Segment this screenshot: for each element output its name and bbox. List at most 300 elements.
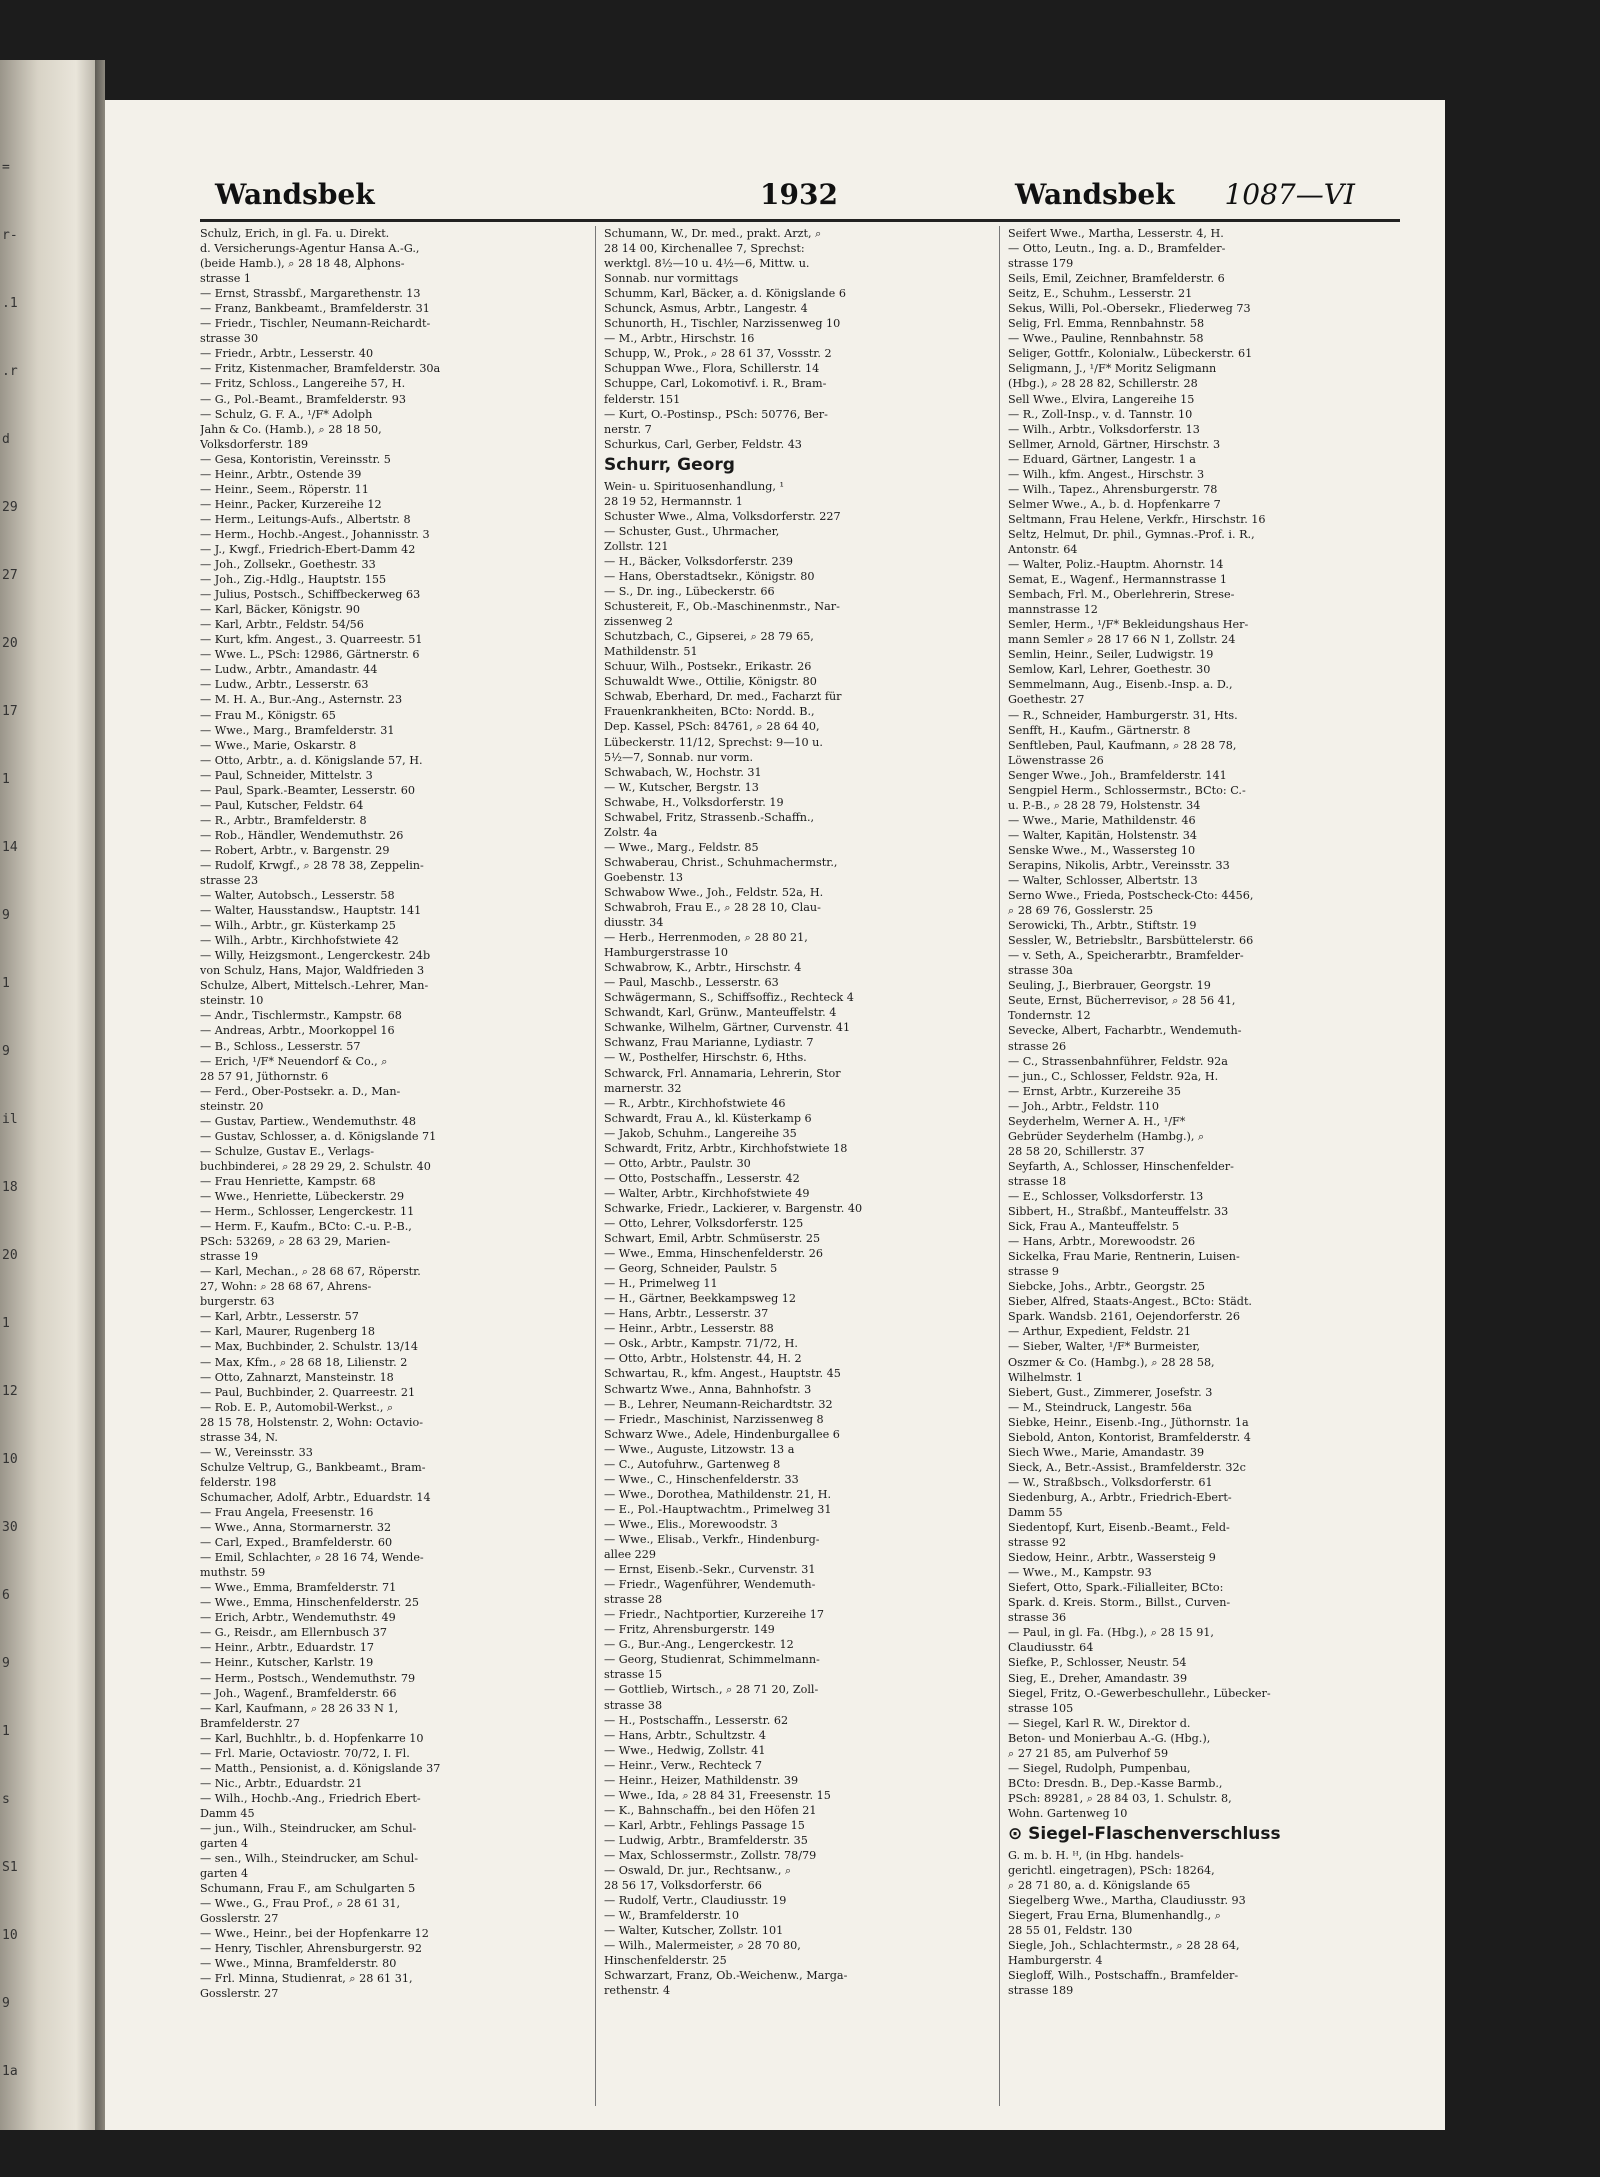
facing-page-mark: 12 — [2, 1384, 18, 1399]
directory-entry: strasse 30 — [200, 332, 259, 346]
directory-entry: strasse 36 — [1008, 1611, 1067, 1625]
directory-entry: — Wilh., Arbtr., Volksdorferstr. 13 — [1008, 422, 1200, 436]
directory-entry: — Nic., Arbtr., Eduardstr. 21 — [200, 1776, 363, 1790]
directory-entry: — Georg, Schneider, Paulstr. 5 — [604, 1262, 778, 1276]
directory-entry: — Paul, Schneider, Mittelstr. 3 — [200, 768, 373, 782]
directory-entry: — R., Schneider, Hamburgerstr. 31, Hts. — [1008, 708, 1238, 722]
directory-entry: — Osk., Arbtr., Kampstr. 71/72, H. — [604, 1337, 798, 1351]
facing-page-mark: 18 — [2, 1180, 18, 1195]
directory-entry: Schwarke, Friedr., Lackierer, v. Bargenstr. 40 — [604, 1201, 863, 1215]
directory-entry: Mathildenstr. 51 — [604, 645, 698, 659]
directory-entry: Selmer Wwe., A., b. d. Hopfenkarre 7 — [1008, 497, 1221, 511]
directory-entry: Siebke, Heinr., Eisenb.-Ing., Jüthornstr. 1a — [1008, 1415, 1249, 1429]
directory-entry: Siedentopf, Kurt, Eisenb.-Beamt., Feld- — [1008, 1521, 1230, 1535]
directory-entry: Sekus, Willi, Pol.-Obersekr., Fliederweg 73 — [1008, 302, 1251, 316]
directory-entry: — K., Bahnschaffn., bei den Höfen 21 — [604, 1803, 817, 1817]
directory-entry: Schuur, Wilh., Postsekr., Erikastr. 26 — [604, 660, 812, 674]
directory-entry: Goebenstr. 13 — [604, 870, 683, 884]
directory-entry: mannstrasse 12 — [1008, 603, 1098, 617]
column-2 — [604, 226, 990, 2106]
directory-page — [105, 100, 1445, 2130]
directory-entry: — Friedr., Wagenführer, Wendemuth- — [604, 1578, 816, 1592]
directory-entry: Schwabel, Fritz, Strassenb.-Schaffn., — [604, 810, 815, 824]
directory-entry: — M., Steindruck, Langestr. 56a — [1008, 1400, 1192, 1414]
facing-page-mark: r- — [2, 228, 18, 243]
directory-entry: — Herm., Leitungs-Aufs., Albertstr. 8 — [200, 512, 411, 526]
directory-entry: (beide Hamb.), ⌕ 28 18 48, Alphons- — [200, 257, 405, 271]
directory-entry: d. Versicherungs-Agentur Hansa A.-G., — [200, 242, 420, 256]
directory-entry: — Julius, Postsch., Schiffbeckerweg 63 — [200, 588, 421, 602]
directory-entry: garten 4 — [200, 1837, 249, 1851]
facing-page-mark: 10 — [2, 1452, 18, 1467]
directory-entry: Damm 55 — [1008, 1505, 1063, 1519]
directory-entry: — Wwe., Henriette, Lübeckerstr. 29 — [200, 1190, 405, 1203]
directory-entry: Schwabe, H., Volksdorferstr. 19 — [604, 795, 784, 809]
directory-entry: Schuster Wwe., Alma, Volksdorferstr. 227 — [604, 509, 841, 523]
directory-entry: diusstr. 34 — [604, 916, 664, 930]
directory-entry: Semlin, Heinr., Seiler, Ludwigstr. 19 — [1008, 648, 1214, 662]
directory-entry: ⌕ 28 69 76, Gosslerstr. 25 — [1008, 904, 1154, 918]
facing-page-mark: 20 — [2, 636, 18, 651]
directory-entry: — Herm., Hochb.-Angest., Johannisstr. 3 — [200, 527, 430, 541]
directory-entry: Goethestr. 27 — [1008, 693, 1085, 707]
directory-entry: Sick, Frau A., Manteuffelstr. 5 — [1008, 1220, 1180, 1234]
directory-entry: Wilhelmstr. 1 — [1008, 1370, 1084, 1384]
directory-entry: Volksdorferstr. 189 — [200, 437, 309, 451]
directory-entry: — Walter, Schlosser, Albertstr. 13 — [1008, 874, 1198, 888]
directory-entry: Sevecke, Albert, Facharbtr., Wendemuth- — [1008, 1024, 1242, 1038]
directory-entry: BCto: Dresdn. B., Dep.-Kasse Barmb., — [1008, 1776, 1223, 1790]
directory-entry: — Gustav, Partiew., Wendemuthstr. 48 — [200, 1114, 416, 1128]
directory-entry: — Ludw., Arbtr., Lesserstr. 63 — [200, 678, 369, 692]
directory-entry: — Schuster, Gust., Uhrmacher, — [604, 524, 780, 538]
directory-entry: Siedenburg, A., Arbtr., Friedrich-Ebert- — [1008, 1490, 1232, 1504]
directory-entry: — B., Schloss., Lesserstr. 57 — [200, 1039, 361, 1053]
directory-entry: nerstr. 7 — [604, 422, 652, 436]
directory-entry: — Arthur, Expedient, Feldstr. 21 — [1008, 1325, 1191, 1339]
directory-entry: — Karl, Arbtr., Feldstr. 54/56 — [200, 618, 364, 632]
directory-entry: Schwabow Wwe., Joh., Feldstr. 52a, H. — [604, 885, 824, 899]
directory-entry: — Walter, Arbtr., Kirchhofstwiete 49 — [604, 1186, 810, 1200]
directory-entry: — Gottlieb, Wirtsch., ⌕ 28 71 20, Zoll- — [604, 1683, 819, 1697]
directory-entry: — Fritz, Kistenmacher, Bramfelderstr. 30a — [200, 362, 441, 376]
directory-entry: — Siegel, Rudolph, Pumpenbau, — [1008, 1761, 1191, 1775]
directory-entry: Siedow, Heinr., Arbtr., Wassersteig 9 — [1008, 1551, 1216, 1565]
directory-entry: u. P.-B., ⌕ 28 28 79, Holstenstr. 34 — [1008, 798, 1201, 812]
book-gutter — [95, 60, 105, 2130]
directory-entry: — Wwe., Marie, Oskarstr. 8 — [200, 738, 357, 752]
directory-entry: Seifert Wwe., Martha, Lesserstr. 4, H. — [1008, 227, 1224, 240]
directory-entry: — C., Strassenbahnführer, Feldstr. 92a — [1008, 1054, 1228, 1068]
header-page-number: 1087—VI — [1224, 178, 1355, 211]
directory-entry: — Wwe., Minna, Bramfelderstr. 80 — [200, 1957, 397, 1971]
facing-page-mark: 27 — [2, 568, 18, 583]
directory-entry: Siebert, Gust., Zimmerer, Josefstr. 3 — [1008, 1385, 1213, 1399]
directory-entry: — Herm., Schlosser, Lengerckestr. 11 — [200, 1205, 415, 1219]
directory-entry: — Ludw., Arbtr., Amandastr. 44 — [200, 663, 378, 677]
directory-entry: Schwanz, Frau Marianne, Lydiastr. 7 — [604, 1036, 814, 1050]
directory-entry: Wein- u. Spirituosenhandlung, ¹ — [604, 479, 784, 493]
directory-entry: Seyderhelm, Werner A. H., ¹/F* — [1008, 1114, 1186, 1128]
directory-entry: strasse 28 — [604, 1593, 663, 1607]
directory-entry: Schwabroh, Frau E., ⌕ 28 28 10, Clau- — [604, 901, 821, 915]
directory-entry: Schuwaldt Wwe., Ottilie, Königstr. 80 — [604, 675, 817, 689]
directory-entry: — Paul, Spark.-Beamter, Lesserstr. 60 — [200, 783, 415, 797]
directory-entry: — Heinr., Verw., Rechteck 7 — [604, 1758, 762, 1772]
directory-entry: strasse 34, N. — [200, 1430, 278, 1444]
directory-entry: 28 15 78, Holstenstr. 2, Wohn: Octavio- — [200, 1415, 423, 1429]
directory-entry: Löwenstrasse 26 — [1008, 753, 1104, 767]
facing-page-mark: 17 — [2, 704, 18, 719]
directory-entry: Siefke, P., Schlosser, Neustr. 54 — [1008, 1656, 1187, 1670]
directory-entry: Schwarz Wwe., Adele, Hindenburgallee 6 — [604, 1427, 840, 1441]
directory-entry: — Joh., Arbtr., Feldstr. 110 — [1008, 1099, 1160, 1113]
directory-entry: Damm 45 — [200, 1806, 255, 1820]
directory-entry: — Karl, Buchhltr., b. d. Hopfenkarre 10 — [200, 1731, 424, 1745]
directory-entry: Schumann, Frau F., am Schulgarten 5 — [200, 1882, 416, 1896]
facing-page-mark: 10 — [2, 1928, 18, 1943]
directory-entry: — Ferd., Ober-Postsekr. a. D., Man- — [200, 1084, 401, 1098]
directory-entry: Schwabach, W., Hochstr. 31 — [604, 765, 762, 779]
directory-entry: — Friedr., Tischler, Neumann-Reichardt- — [200, 317, 431, 331]
directory-entry: Schwartau, R., kfm. Angest., Hauptstr. 45 — [604, 1367, 841, 1381]
directory-entry: — Wwe., Dorothea, Mathildenstr. 21, H. — [604, 1487, 832, 1501]
directory-entry: — Karl, Arbtr., Lesserstr. 57 — [200, 1310, 359, 1324]
directory-entry: Wohn. Gartenweg 10 — [1008, 1806, 1128, 1820]
directory-entry: — Otto, Arbtr., Paulstr. 30 — [604, 1156, 751, 1170]
directory-entry: strasse 105 — [1008, 1701, 1074, 1715]
facing-page-mark: 20 — [2, 1248, 18, 1263]
directory-entry: 5½—7, Sonnab. nur vorm. — [604, 750, 754, 764]
facing-page-mark: 9 — [2, 1996, 10, 2011]
directory-entry: — G., Pol.-Beamt., Bramfelderstr. 93 — [200, 392, 406, 406]
directory-entry: — Jakob, Schuhm., Langereihe 35 — [604, 1126, 797, 1140]
directory-entry: — Robert, Arbtr., v. Bargenstr. 29 — [200, 843, 390, 857]
directory-entry: — B., Lehrer, Neumann-Reichardtstr. 32 — [604, 1397, 833, 1411]
directory-entry: — Siegel, Karl R. W., Direktor d. — [1008, 1716, 1191, 1730]
directory-entry: Schuppan Wwe., Flora, Schillerstr. 14 — [604, 362, 820, 376]
header-right-district: Wandsbek — [1015, 178, 1175, 211]
directory-entry: Spark. Wandsb. 2161, Oejendorferstr. 26 — [1008, 1310, 1241, 1324]
directory-entry: gerichtl. eingetragen), PSch: 18264, — [1008, 1864, 1215, 1878]
header-rule — [200, 219, 1400, 222]
directory-entry: Bramfelderstr. 27 — [200, 1716, 301, 1730]
facing-page-mark: 9 — [2, 1044, 10, 1059]
directory-entry: — Wwe., Emma, Hinschenfelderstr. 26 — [604, 1247, 824, 1261]
directory-entry: Semat, E., Wagenf., Hermannstrasse 1 — [1008, 573, 1228, 587]
directory-entry: strasse 9 — [1008, 1265, 1060, 1279]
facing-page-mark: s — [2, 1792, 10, 1807]
facing-page-mark: 30 — [2, 1520, 18, 1535]
directory-entry: Beton- und Monierbau A.-G. (Hbg.), — [1008, 1731, 1211, 1745]
directory-entry: Senger Wwe., Joh., Bramfelderstr. 141 — [1008, 768, 1227, 782]
directory-entry: — Emil, Schlachter, ⌕ 28 16 74, Wende- — [200, 1551, 424, 1565]
directory-entry: Antonstr. 64 — [1008, 542, 1078, 556]
directory-entry: Zollstr. 121 — [604, 539, 669, 553]
directory-entry: — Joh., Wagenf., Bramfelderstr. 66 — [200, 1686, 397, 1700]
directory-entry: — W., Bramfelderstr. 10 — [604, 1909, 739, 1923]
directory-entry: — Eduard, Gärtner, Langestr. 1 a — [1008, 452, 1196, 466]
directory-entry: Schwart, Emil, Arbtr. Schmüserstr. 25 — [604, 1232, 821, 1246]
directory-entry: — C., Autofuhrw., Gartenweg 8 — [604, 1457, 781, 1471]
directory-entry: — Wwe., Elisab., Verkfr., Hindenburg- — [604, 1532, 820, 1546]
directory-entry: — Ernst, Eisenb.-Sekr., Curvenstr. 31 — [604, 1563, 816, 1577]
directory-entry: burgerstr. 63 — [200, 1295, 275, 1309]
directory-entry: — Friedr., Maschinist, Narzissenweg 8 — [604, 1412, 824, 1426]
directory-entry: strasse 30a — [1008, 964, 1073, 978]
directory-entry: — Wwe., C., Hinschenfelderstr. 33 — [604, 1472, 799, 1486]
directory-entry: Schunorth, H., Tischler, Narzissenweg 10 — [604, 317, 841, 331]
directory-entry: Schunck, Asmus, Arbtr., Langestr. 4 — [604, 302, 808, 316]
facing-page-mark: 1 — [2, 976, 10, 991]
directory-entry: von Schulz, Hans, Major, Waldfrieden 3 — [200, 964, 425, 978]
directory-entry: — Wwe., Emma, Bramfelderstr. 71 — [200, 1581, 397, 1595]
directory-entry: Schwabrow, K., Arbtr., Hirschstr. 4 — [604, 961, 802, 975]
directory-entry: — E., Schlosser, Volksdorferstr. 13 — [1008, 1190, 1204, 1203]
directory-entry: — Herm., Postsch., Wendemuthstr. 79 — [200, 1671, 416, 1685]
directory-entry: 28 57 91, Jüthornstr. 6 — [200, 1069, 329, 1083]
directory-entry: 27, Wohn: ⌕ 28 68 67, Ahrens- — [200, 1280, 372, 1294]
directory-entry: — Paul, Maschb., Lesserstr. 63 — [604, 976, 779, 990]
facing-page-mark: 9 — [2, 908, 10, 923]
advertisement-heading: ⊙ Siegel-Flaschenverschluss — [1008, 1823, 1281, 1844]
header-year: 1932 — [760, 178, 838, 211]
directory-entry: — Wwe. L., PSch: 12986, Gärtnerstr. 6 — [200, 648, 420, 662]
directory-entry: — Frl. Marie, Octaviostr. 70/72, I. Fl. — [200, 1746, 410, 1760]
directory-entry: — G., Bur.-Ang., Lengerckestr. 12 — [604, 1638, 794, 1652]
directory-entry: Frauenkrankheiten, BCto: Nordd. B., — [604, 705, 815, 719]
directory-entry: — S., Dr. ing., Lübeckerstr. 66 — [604, 585, 775, 599]
column-divider — [595, 226, 596, 2106]
directory-entry: Sibbert, H., Straßbf., Manteuffelstr. 33 — [1008, 1205, 1229, 1219]
directory-entry: — Rob., Händler, Wendemuthstr. 26 — [200, 828, 404, 842]
directory-entry: — Walter, Poliz.-Hauptm. Ahornstr. 14 — [1008, 558, 1224, 572]
directory-entry: Siebcke, Johs., Arbtr., Georgstr. 25 — [1008, 1280, 1206, 1294]
directory-entry: — Wilh., Arbtr., gr. Küsterkamp 25 — [200, 919, 396, 933]
directory-entry: steinstr. 20 — [200, 1099, 264, 1113]
directory-entry: — Hans, Oberstadtsekr., Königstr. 80 — [604, 569, 815, 583]
directory-entry: — Friedr., Arbtr., Lesserstr. 40 — [200, 347, 374, 361]
directory-entry: — Ernst, Strassbf., Margarethenstr. 13 — [200, 287, 421, 301]
directory-entry: Schumann, W., Dr. med., prakt. Arzt, ⌕ — [604, 227, 822, 240]
directory-entry: Siegel, Fritz, O.-Gewerbeschullehr., Lübecker- — [1008, 1686, 1271, 1700]
facing-page-mark: il — [2, 1112, 18, 1127]
directory-entry: 28 14 00, Kirchenallee 7, Sprechst: — [604, 242, 805, 256]
directory-entry: strasse 26 — [1008, 1039, 1067, 1053]
directory-entry: — Karl, Maurer, Rugenberg 18 — [200, 1325, 376, 1339]
directory-entry: — R., Zoll-Insp., v. d. Tannstr. 10 — [1008, 407, 1193, 421]
directory-entry: — Wwe., Emma, Hinschenfelderstr. 25 — [200, 1596, 420, 1610]
directory-entry: — Wwe., Hedwig, Zollstr. 41 — [604, 1743, 766, 1757]
directory-entry: — H., Primelweg 11 — [604, 1277, 718, 1291]
header-left-district: Wandsbek — [215, 178, 375, 211]
directory-entry: — Otto, Leutn., Ing. a. D., Bramfelder- — [1008, 242, 1226, 256]
directory-entry: 28 56 17, Volksdorferstr. 66 — [604, 1879, 762, 1893]
directory-entry: — Henry, Tischler, Ahrensburgerstr. 92 — [200, 1942, 423, 1956]
directory-entry: — Schulz, G. F. A., ¹/F* Adolph — [200, 407, 373, 421]
directory-entry: — Otto, Lehrer, Volksdorferstr. 125 — [604, 1217, 804, 1230]
directory-entry: Sembach, Frl. M., Oberlehrerin, Strese- — [1008, 588, 1235, 602]
directory-entry: — v. Seth, A., Speicherarbtr., Bramfelder- — [1008, 949, 1244, 963]
directory-entry: Serowicki, Th., Arbtr., Stiftstr. 19 — [1008, 919, 1197, 933]
directory-entry: — Andreas, Arbtr., Moorkoppel 16 — [200, 1024, 395, 1038]
directory-entry: strasse 92 — [1008, 1536, 1067, 1550]
directory-entry: — Otto, Zahnarzt, Mansteinstr. 18 — [200, 1370, 394, 1384]
directory-entry: — Frau Henriette, Kampstr. 68 — [200, 1174, 376, 1188]
directory-entry: — sen., Wilh., Steindrucker, am Schul- — [200, 1852, 419, 1866]
directory-entry: Gosslerstr. 27 — [200, 1912, 279, 1926]
facing-page-mark: 1 — [2, 1724, 10, 1739]
directory-entry: Hamburgerstr. 4 — [1008, 1954, 1103, 1968]
directory-entry: Tondernstr. 12 — [1008, 1009, 1091, 1023]
directory-entry: — Herb., Herrenmoden, ⌕ 28 80 21, — [604, 931, 808, 945]
directory-entry: Seltz, Helmut, Dr. phil., Gymnas.-Prof. i. R., — [1008, 527, 1255, 541]
directory-entry: Hinschenfelderstr. 25 — [604, 1954, 727, 1968]
column-1 — [200, 226, 586, 2106]
directory-entry: — Walter, Autobsch., Lesserstr. 58 — [200, 889, 395, 903]
directory-entry: — Hans, Arbtr., Lesserstr. 37 — [604, 1307, 769, 1321]
directory-entry: Siefert, Otto, Spark.-Filialleiter, BCto: — [1008, 1581, 1224, 1595]
directory-entry: Sellmer, Arnold, Gärtner, Hirschstr. 3 — [1008, 437, 1221, 451]
directory-entry: mann Semler ⌕ 28 17 66 N 1, Zollstr. 24 — [1008, 633, 1236, 647]
directory-entry: — Wwe., Heinr., bei der Hopfenkarre 12 — [200, 1927, 429, 1941]
directory-entry: — W., Kutscher, Bergstr. 13 — [604, 780, 759, 794]
facing-page-edge — [0, 60, 95, 2130]
directory-entry: — Walter, Kapitän, Holstenstr. 34 — [1008, 828, 1197, 842]
directory-entry: Schulz, Erich, in gl. Fa. u. Direkt. — [200, 227, 390, 240]
directory-entry: — Frau Angela, Freesenstr. 16 — [200, 1505, 374, 1519]
directory-entry: — Wilh., Hochb.-Ang., Friedrich Ebert- — [200, 1791, 421, 1805]
directory-entry: — R., Arbtr., Kirchhofstwiete 46 — [604, 1096, 786, 1110]
directory-entry: — Herm. F., Kaufm., BCto: C.-u. P.-B., — [200, 1220, 412, 1234]
facing-page-mark: 9 — [2, 1656, 10, 1671]
directory-entry: PSch: 53269, ⌕ 28 63 29, Marien- — [200, 1235, 391, 1249]
directory-entry: Schwartz Wwe., Anna, Bahnhofstr. 3 — [604, 1382, 812, 1396]
directory-entry: Seliger, Gottfr., Kolonialw., Lübeckerstr. 61 — [1008, 347, 1253, 361]
directory-entry: Jahn & Co. (Hamb.), ⌕ 28 18 50, — [200, 422, 382, 436]
directory-entry: Semmelmann, Aug., Eisenb.-Insp. a. D., — [1008, 678, 1233, 692]
directory-entry: — Erich, Arbtr., Wendemuthstr. 49 — [200, 1611, 396, 1625]
directory-entry: — Wwe., Elis., Morewoodstr. 3 — [604, 1517, 778, 1531]
directory-entry: Siebold, Anton, Kontorist, Bramfelderstr. 4 — [1008, 1430, 1251, 1444]
directory-entry: — W., Straßbsch., Volksdorferstr. 61 — [1008, 1475, 1213, 1489]
directory-entry: — Frau M., Königstr. 65 — [200, 708, 336, 722]
directory-entry: — Max, Kfm., ⌕ 28 68 18, Lilienstr. 2 — [200, 1355, 408, 1369]
directory-entry: strasse 23 — [200, 874, 259, 888]
directory-entry: — Max, Buchbinder, 2. Schulstr. 13/14 — [200, 1340, 419, 1354]
directory-entry: — Heinr., Arbtr., Ostende 39 — [200, 467, 362, 481]
directory-entry: Spark. d. Kreis. Storm., Billst., Curven- — [1008, 1596, 1231, 1610]
directory-entry: strasse 1 — [200, 272, 252, 286]
advertisement-heading: Schurr, Georg — [604, 454, 735, 475]
directory-entry: — Karl, Arbtr., Fehlings Passage 15 — [604, 1818, 805, 1832]
facing-page-mark: 1a — [2, 2064, 18, 2079]
directory-entry: rethenstr. 4 — [604, 1984, 671, 1998]
directory-entry: — Wwe., Anna, Stormarnerstr. 32 — [200, 1521, 392, 1535]
directory-entry: Schwab, Eberhard, Dr. med., Facharzt für — [604, 690, 842, 704]
directory-entry: allee 229 — [604, 1548, 656, 1562]
directory-entry: — Heinr., Heizer, Mathildenstr. 39 — [604, 1773, 799, 1787]
directory-entry: — Heinr., Packer, Kurzereihe 12 — [200, 497, 382, 511]
facing-page-mark: 1 — [2, 1316, 10, 1331]
directory-entry: Schuppe, Carl, Lokomotivf. i. R., Bram- — [604, 377, 827, 391]
directory-entry: — Karl, Mechan., ⌕ 28 68 67, Röperstr. — [200, 1265, 421, 1279]
directory-entry: strasse 18 — [1008, 1174, 1067, 1188]
directory-entry: Seyfarth, A., Schlosser, Hinschenfelder- — [1008, 1159, 1234, 1173]
directory-entry: strasse 19 — [200, 1250, 259, 1264]
facing-page-mark: 1 — [2, 772, 10, 787]
directory-entry: — Frl. Minna, Studienrat, ⌕ 28 61 31, — [200, 1972, 413, 1986]
directory-entry: Siech Wwe., Marie, Amandastr. 39 — [1008, 1445, 1205, 1459]
directory-entry: garten 4 — [200, 1867, 249, 1881]
directory-entry: Schwardt, Frau A., kl. Küsterkamp 6 — [604, 1111, 812, 1125]
directory-entry: — W., Vereinsstr. 33 — [200, 1445, 313, 1459]
directory-entry: — jun., Wilh., Steindrucker, am Schul- — [200, 1821, 417, 1835]
directory-entry: Sickelka, Frau Marie, Rentnerin, Luisen- — [1008, 1250, 1240, 1264]
directory-entry: — Friedr., Nachtportier, Kurzereihe 17 — [604, 1608, 824, 1622]
directory-entry: Schulze, Albert, Mittelsch.-Lehrer, Man- — [200, 979, 429, 993]
directory-entry: — Kurt, kfm. Angest., 3. Quarreestr. 51 — [200, 633, 423, 647]
directory-entry: — Wwe., Ida, ⌕ 28 84 31, Freesenstr. 15 — [604, 1788, 831, 1802]
directory-entry: muthstr. 59 — [200, 1566, 266, 1580]
directory-entry: — Rudolf, Krwgf., ⌕ 28 78 38, Zeppelin- — [200, 858, 424, 872]
directory-entry: — E., Pol.-Hauptwachtm., Primelweg 31 — [604, 1502, 832, 1516]
directory-entry: Schutzbach, C., Gipserei, ⌕ 28 79 65, — [604, 630, 814, 644]
directory-entry: 28 58 20, Schillerstr. 37 — [1008, 1144, 1145, 1158]
directory-entry: Serno Wwe., Frieda, Postscheck-Cto: 4456, — [1008, 889, 1254, 903]
directory-entry: — R., Arbtr., Bramfelderstr. 8 — [200, 813, 367, 827]
directory-entry: Sieck, A., Betr.-Assist., Bramfelderstr. 32c — [1008, 1460, 1246, 1474]
directory-entry: — Hans, Arbtr., Schultzstr. 4 — [604, 1728, 766, 1742]
directory-entry: Dep. Kassel, PSch: 84761, ⌕ 28 64 40, — [604, 720, 820, 734]
directory-entry: — Kurt, O.-Postinsp., PSch: 50776, Ber- — [604, 407, 828, 421]
directory-entry: — Wwe., Marg., Feldstr. 85 — [604, 840, 759, 854]
directory-entry: — Georg, Studienrat, Schimmelmann- — [604, 1653, 820, 1667]
facing-page-mark: 14 — [2, 840, 18, 855]
directory-entry: Gosslerstr. 27 — [200, 1987, 279, 2001]
directory-entry: — M. H. A., Bur.-Ang., Asternstr. 23 — [200, 693, 403, 707]
directory-columns — [200, 226, 1400, 2106]
directory-entry: — Willy, Heizgsmont., Lengerckestr. 24b — [200, 949, 431, 963]
directory-entry: Schumacher, Adolf, Arbtr., Eduardstr. 14 — [200, 1490, 431, 1504]
directory-entry: — Andr., Tischlermstr., Kampstr. 68 — [200, 1009, 402, 1023]
directory-entry: — Rob. E. P., Automobil-Werkst., ⌕ — [200, 1400, 394, 1414]
directory-entry: — Walter, Hausstandsw., Hauptstr. 141 — [200, 904, 422, 918]
directory-entry: Serapins, Nikolis, Arbtr., Vereinsstr. 33 — [1008, 858, 1230, 872]
directory-entry: — Wwe., Auguste, Litzowstr. 13 a — [604, 1442, 795, 1456]
directory-entry: Seitz, E., Schuhm., Lesserstr. 21 — [1008, 287, 1193, 301]
directory-entry: Oszmer & Co. (Hambg.), ⌕ 28 28 58, — [1008, 1355, 1215, 1369]
directory-entry: Selig, Frl. Emma, Rennbahnstr. 58 — [1008, 317, 1205, 331]
directory-entry: — Wwe., M., Kampstr. 93 — [1008, 1566, 1152, 1580]
directory-entry: Zolstr. 4a — [604, 825, 658, 839]
directory-entry: — Otto, Arbtr., a. d. Königslande 57, H. — [200, 753, 423, 767]
directory-entry: 28 19 52, Hermannstr. 1 — [604, 494, 743, 508]
facing-page-mark: 29 — [2, 500, 18, 515]
directory-entry: Senftleben, Paul, Kaufmann, ⌕ 28 28 78, — [1008, 738, 1237, 752]
directory-entry: Schwarck, Frl. Annamaria, Lehrerin, Stor — [604, 1066, 841, 1080]
directory-entry: werktgl. 8½—10 u. 4½—6, Mittw. u. — [604, 257, 810, 271]
directory-entry: Sonnab. nur vormittags — [604, 272, 739, 286]
directory-entry: Sell Wwe., Elvira, Langereihe 15 — [1008, 392, 1195, 406]
facing-page-mark: .r — [2, 364, 18, 379]
directory-entry: — jun., C., Schlosser, Feldstr. 92a, H. — [1008, 1069, 1219, 1083]
directory-entry: — Oswald, Dr. jur., Rechtsanw., ⌕ — [604, 1864, 792, 1878]
directory-entry: Schustereit, F., Ob.-Maschinenmstr., Nar- — [604, 600, 840, 614]
directory-entry: Siegloff, Wilh., Postschaffn., Bramfelder- — [1008, 1969, 1239, 1983]
directory-entry: Semler, Herm., ¹/F* Bekleidungshaus Her- — [1008, 618, 1249, 632]
directory-entry: — Karl, Bäcker, Königstr. 90 — [200, 603, 361, 617]
